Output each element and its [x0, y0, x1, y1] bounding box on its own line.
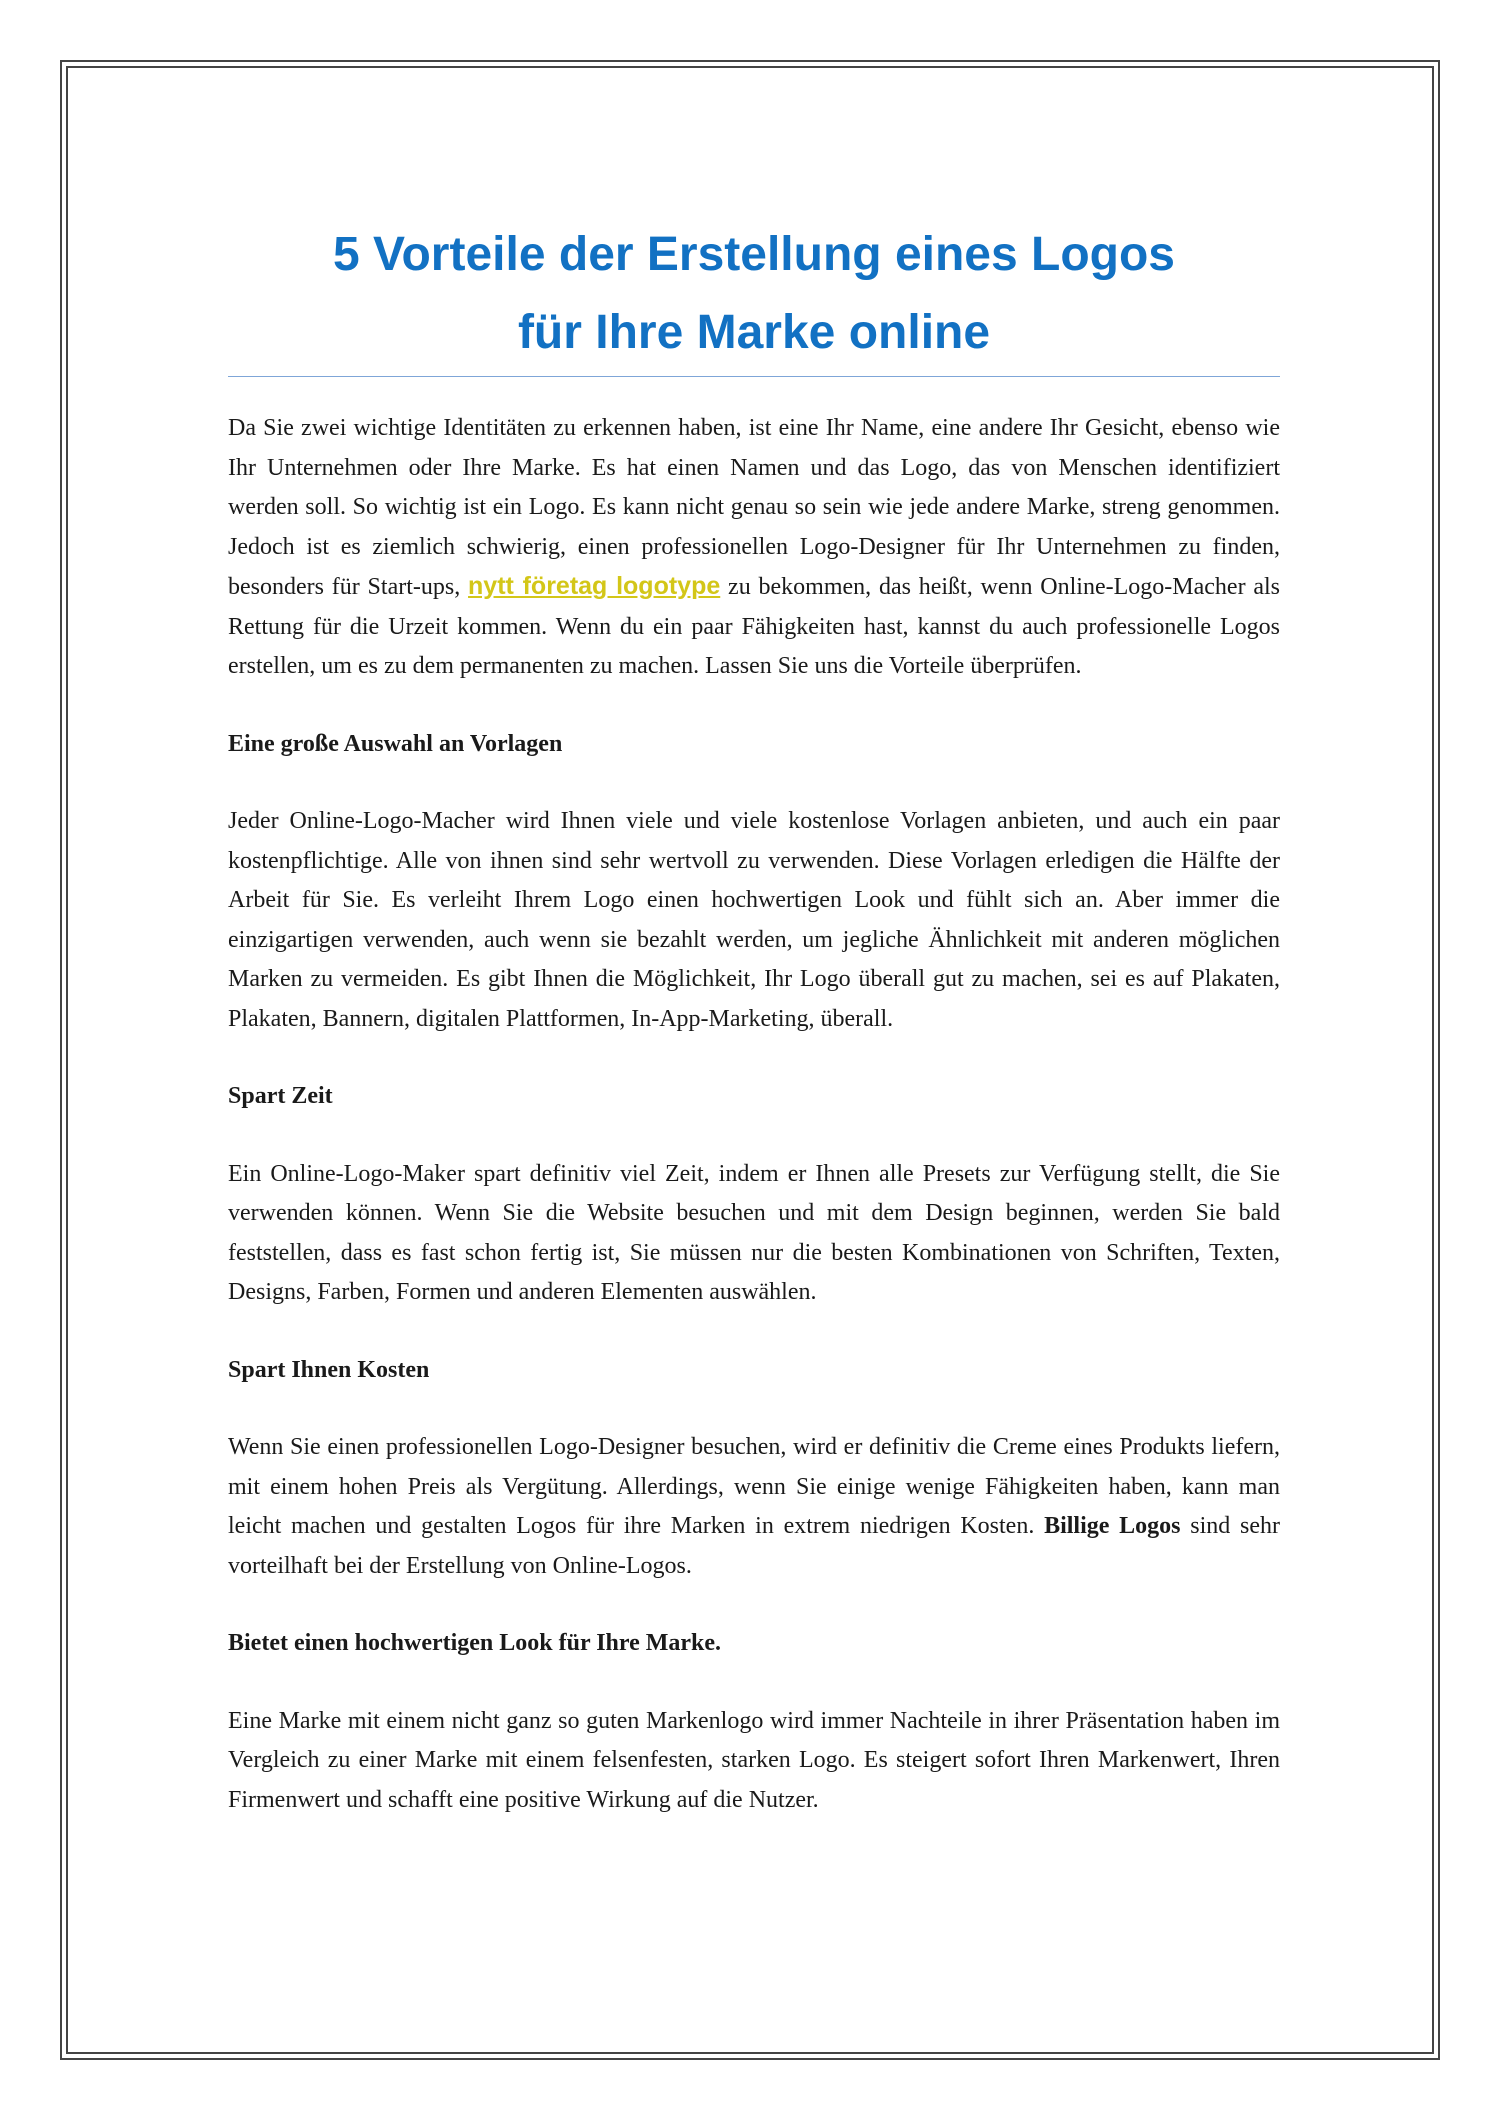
- document-body: [228, 216, 1280, 1820]
- intro-paragraph: [228, 409, 1280, 687]
- intro-text-end: zu bekommen, das heißt, wenn Online-Logo-Macher als Rettung für die Urzeit kommen. Wenn du ein paar Fähigkeiten hast, kannst du auch professionelle Logos erstellen, um es zu dem permanenten zu machen. Lassen Sie uns die Vorteile überprüfen.: [228, 574, 1281, 679]
- section-heading-quality-look: Bietet einen hochwertigen Look für Ihre Marke.: [228, 1630, 722, 1656]
- title-line-1: 5 Vorteile der Erstellung eines Logos: [333, 228, 1175, 281]
- section-body-templates: Jeder Online-Logo-Macher wird Ihnen viele und viele kostenlose Vorlagen anbieten, und auch ein paar kostenpflichtige. Alle von ihnen sind sehr wertvoll zu verwenden. Diese Vorlagen erledigen die Hälfte der Arbeit für Sie. Es verleiht Ihrem Logo einen hochwertigen Look und fühlt sich an. Aber immer die einzigartigen verwenden, auch wenn sie bezahlt werden, um jegliche Ähnlichkeit mit anderen möglichen Marken zu vermeiden. Es gibt Ihnen die Möglichkeit, Ihr Logo überall gut zu machen, sei es auf Plakaten, Plakaten, Bannern, digitalen Plattformen, In-App-Marketing, überall.: [228, 808, 1280, 1032]
- costs-text-end: sind sehr vorteilhaft bei der Erstellung von Online-Logos.: [228, 1513, 1281, 1579]
- title-line-2: für Ihre Marke online: [517, 306, 991, 359]
- section-heading-templates: Eine große Auswahl an Vorlagen: [228, 730, 563, 757]
- section-body-saves-costs: [228, 1428, 1280, 1586]
- intro-link[interactable]: nytt företag logotype: [468, 572, 721, 600]
- section-heading-saves-costs: Spart Ihnen Kosten: [228, 1356, 430, 1383]
- section-body-saves-time: Ein Online-Logo-Maker spart definitiv viel Zeit, indem er Ihnen alle Presets zur Verfügung stellt, die Sie verwenden können. Wenn Sie die Website besuchen und mit dem Design beginnen, werden Sie bald feststellen, dass es fast schon fertig ist, Sie müssen nur die besten Kombinationen von Schriften, Texten, Designs, Farben, Formen und anderen Elementen auswählen.: [228, 1160, 1280, 1305]
- costs-bold-term: Billige Logos: [1044, 1513, 1181, 1539]
- costs-text-start: Wenn Sie einen professionellen Logo-Designer besuchen, wird er definitiv die Creme eines Produkts liefern, mit einem hohen Preis als Vergütung. Allerdings, wenn Sie einige wenige Fähigkeiten haben, kann man leicht machen und gestalten Logos für ihre Marken in extrem niedrigen Kosten.: [228, 1434, 1280, 1539]
- intro-text-start: Da Sie zwei wichtige Identitäten zu erkennen haben, ist eine Ihr Name, eine andere Ihr Gesicht, ebenso wie Ihr Unternehmen oder Ihre Marke. Es hat einen Namen und das Logo, das von Menschen identifiziert werden soll. So wichtig ist ein Logo. Es kann nicht genau so sein wie jede andere Marke, streng genommen. Jedoch ist es ziemlich schwierig, einen professionellen Logo-Designer für Ihr Unternehmen zu finden, besonders für Start-ups,: [228, 415, 1280, 600]
- page-title: [228, 216, 1280, 377]
- section-heading-saves-time: Spart Zeit: [228, 1083, 333, 1109]
- section-body-quality-look: Eine Marke mit einem nicht ganz so guten Markenlogo wird immer Nachteile in ihrer Präsentation haben im Vergleich zu einer Marke mit einem felsenfesten, starken Logo. Es steigert sofort Ihren Markenwert, Ihren Firmenwert und schafft eine positive Wirkung auf die Nutzer.: [228, 1707, 1280, 1813]
